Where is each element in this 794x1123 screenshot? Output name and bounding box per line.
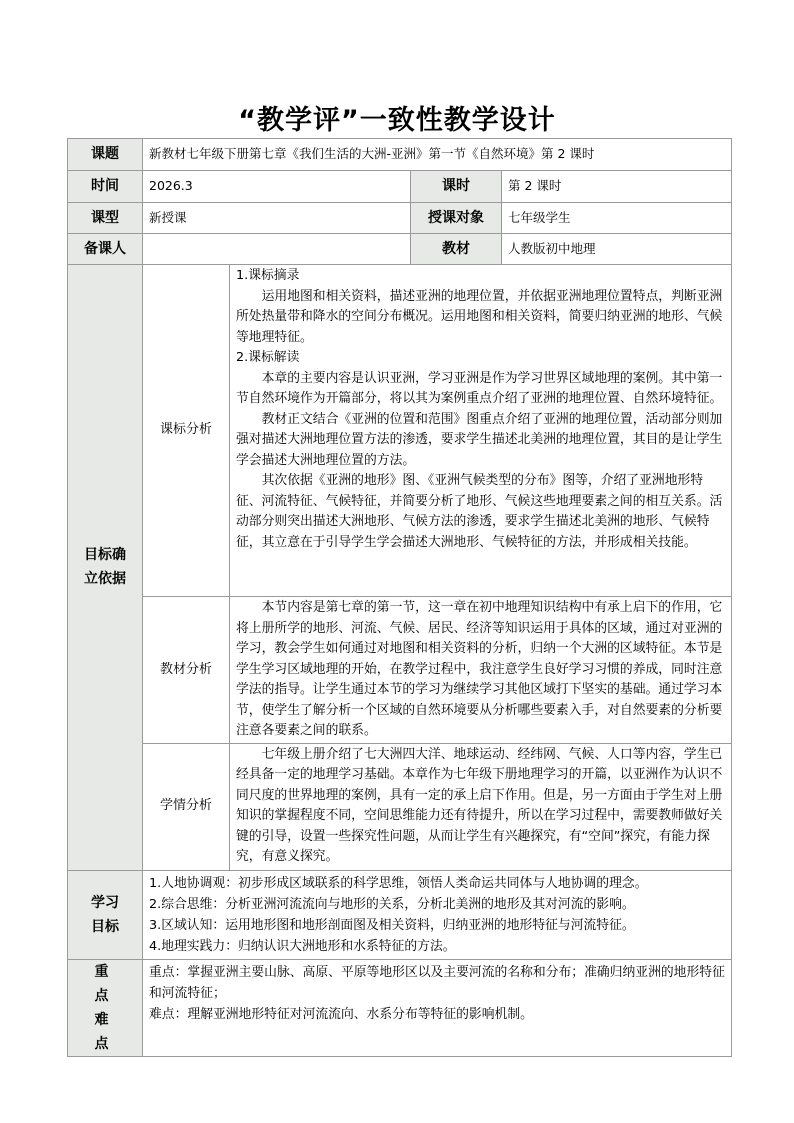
- preparer-label: 备课人: [68, 234, 143, 265]
- row-time: [68, 171, 732, 203]
- objectives-label: [68, 870, 143, 959]
- textbook-analysis-text: 本节内容是第七章的第一节，这一章在初中地理知识结构中有承上启下的作用，它将上册所学的地形、河流、气候、居民、经济等知识运用于具体的区域，通过对亚洲的学习，教会学生如何通过对地图和相关资料的分析，归纳一个大洲的区域特征。本节是学生学习区域地理的开始，在教学过程中，我注意学生良好学习习惯的养成，同时注意学法的指导。让学生通过本节的学习为继续学习其他区域打下坚实的基础。通过学习本节，使学生了解分析一个区域的自然环境要从分析哪些要素入手，对自然要素的分析要注意各要素之间的联系。: [236, 600, 723, 738]
- lesson-plan-table: [67, 138, 732, 1057]
- row-textbook-analysis: [68, 597, 732, 744]
- objective-item: 3.区域认知：运用地形图和地形剖面图及相关资料，归纳亚洲的地形特征与河流特征。: [149, 917, 635, 933]
- textbook-label: 教材: [411, 234, 502, 265]
- document-title: “教学评”一致性教学设计: [238, 105, 556, 136]
- row-topic: [68, 139, 732, 171]
- textbook-analysis-content: [230, 597, 732, 744]
- topic-value: 新教材七年级下册第七章《我们生活的大洲-亚洲》第一节《自然环境》第 2 课时: [143, 139, 732, 171]
- row-preparer: [68, 234, 732, 265]
- keypoint-item: 难点：理解亚洲地形特征对河流流向、水系分布等特征的影响机制。: [149, 1006, 533, 1022]
- objective-item: 2.综合思维：分析亚洲河流流向与地形的关系，分析北美洲的地形及其对河流的影响。: [149, 896, 635, 912]
- row-keypoints: [68, 959, 732, 1056]
- row-learner-analysis: [68, 743, 732, 870]
- keypoint-item: 重点：掌握亚洲主要山脉、高原、平原等地形区以及主要河流的名称和分布；准确归纳亚洲的地形特征和河流特征；: [149, 964, 725, 1001]
- basis-label-text: 目标确立依据: [84, 547, 126, 588]
- objective-item: 1.人地协调观：初步形成区域联系的科学思维，领悟人类命运共同体与人地协调的理念。: [149, 875, 648, 891]
- textbook-value: 人教版初中地理: [502, 234, 732, 265]
- time-label: 时间: [68, 171, 143, 203]
- keypoints-label: [68, 959, 143, 1056]
- topic-label: 课题: [68, 139, 143, 171]
- curriculum-paragraph: 本章的主要内容是认识亚洲，学习亚洲是作为学习世界区域地理的案例。其中第一节自然环境作为开篇部分，将以其为案例重点介绍了亚洲的地理位置、自然环境特征。: [236, 370, 723, 406]
- curriculum-content: [230, 265, 732, 597]
- type-value: 新授课: [143, 203, 411, 234]
- time-value: 2026.3: [143, 171, 411, 203]
- type-label: 课型: [68, 203, 143, 234]
- preparer-value: [143, 234, 411, 265]
- period-label: 课时: [411, 171, 502, 203]
- objectives-label-text: 学习目标: [91, 894, 119, 935]
- textbook-analysis-label: 教材分析: [143, 597, 230, 744]
- curriculum-heading-2: 2.课标解读: [236, 350, 300, 365]
- keypoints-content: [143, 959, 732, 1056]
- learner-analysis-content: [230, 743, 732, 870]
- learner-analysis-text: 七年级上册介绍了七大洲四大洋、地球运动、经纬网、气候、人口等内容，学生已经具备一定的地理学习基础。本章作为七年级下册地理学习的开篇，以亚洲作为认识不同尺度的世界地理的案例，具有一定的承上启下作用。但是，另一方面由于学生对上册知识的掌握程度不同，空间思维能力还有待提升，所以在学习过程中，需要教师做好关键的引导，设置一些探究性问题，从而让学生有兴趣探究，有“空间”探究，有能力探究，有意义探究。: [236, 746, 723, 864]
- row-curriculum: [68, 265, 732, 597]
- curriculum-heading-1: 1.课标摘录: [236, 268, 300, 283]
- curriculum-paragraph: 运用地图和相关资料，描述亚洲的地理位置，并依据亚洲地理位置特点，判断亚洲所处热量带和降水的空间分布概况。运用地图和相关资料，简要归纳亚洲的地形、气候等地理特征。: [236, 288, 723, 345]
- row-objectives: [68, 870, 732, 959]
- learner-analysis-label: 学情分析: [143, 743, 230, 870]
- basis-label: [68, 265, 143, 871]
- curriculum-label: 课标分析: [143, 265, 230, 597]
- row-type: [68, 203, 732, 234]
- curriculum-paragraph: 其次依据《亚洲的地形》图、《亚洲气候类型的分布》图等，介绍了亚洲地形特征、河流特征、气候特征，并简要分析了地形、气候这些地理要素之间的相互关系。活动部分则突出描述大洲地形、气候方法的渗透，要求学生描述北美洲的地形、气候特征，其立意在于引导学生学会描述大洲地形、气候特征的方法，并形成相关技能。: [236, 473, 723, 550]
- audience-label: 授课对象: [411, 203, 502, 234]
- keypoints-label-text: 重点难点: [94, 963, 116, 1052]
- curriculum-paragraph: 教材正文结合《亚洲的位置和范围》图重点介绍了亚洲的地理位置，活动部分则加强对描述大洲地理位置方法的渗透，要求学生描述北美洲的地理位置，其目的是让学生学会描述大洲地理位置的方法。: [236, 411, 723, 468]
- period-value: 第 2 课时: [502, 171, 732, 203]
- objectives-content: [143, 870, 732, 959]
- objective-item: 4.地理实践力：归纳认识大洲地形和水系特征的方法。: [149, 938, 456, 954]
- audience-value: 七年级学生: [502, 203, 732, 234]
